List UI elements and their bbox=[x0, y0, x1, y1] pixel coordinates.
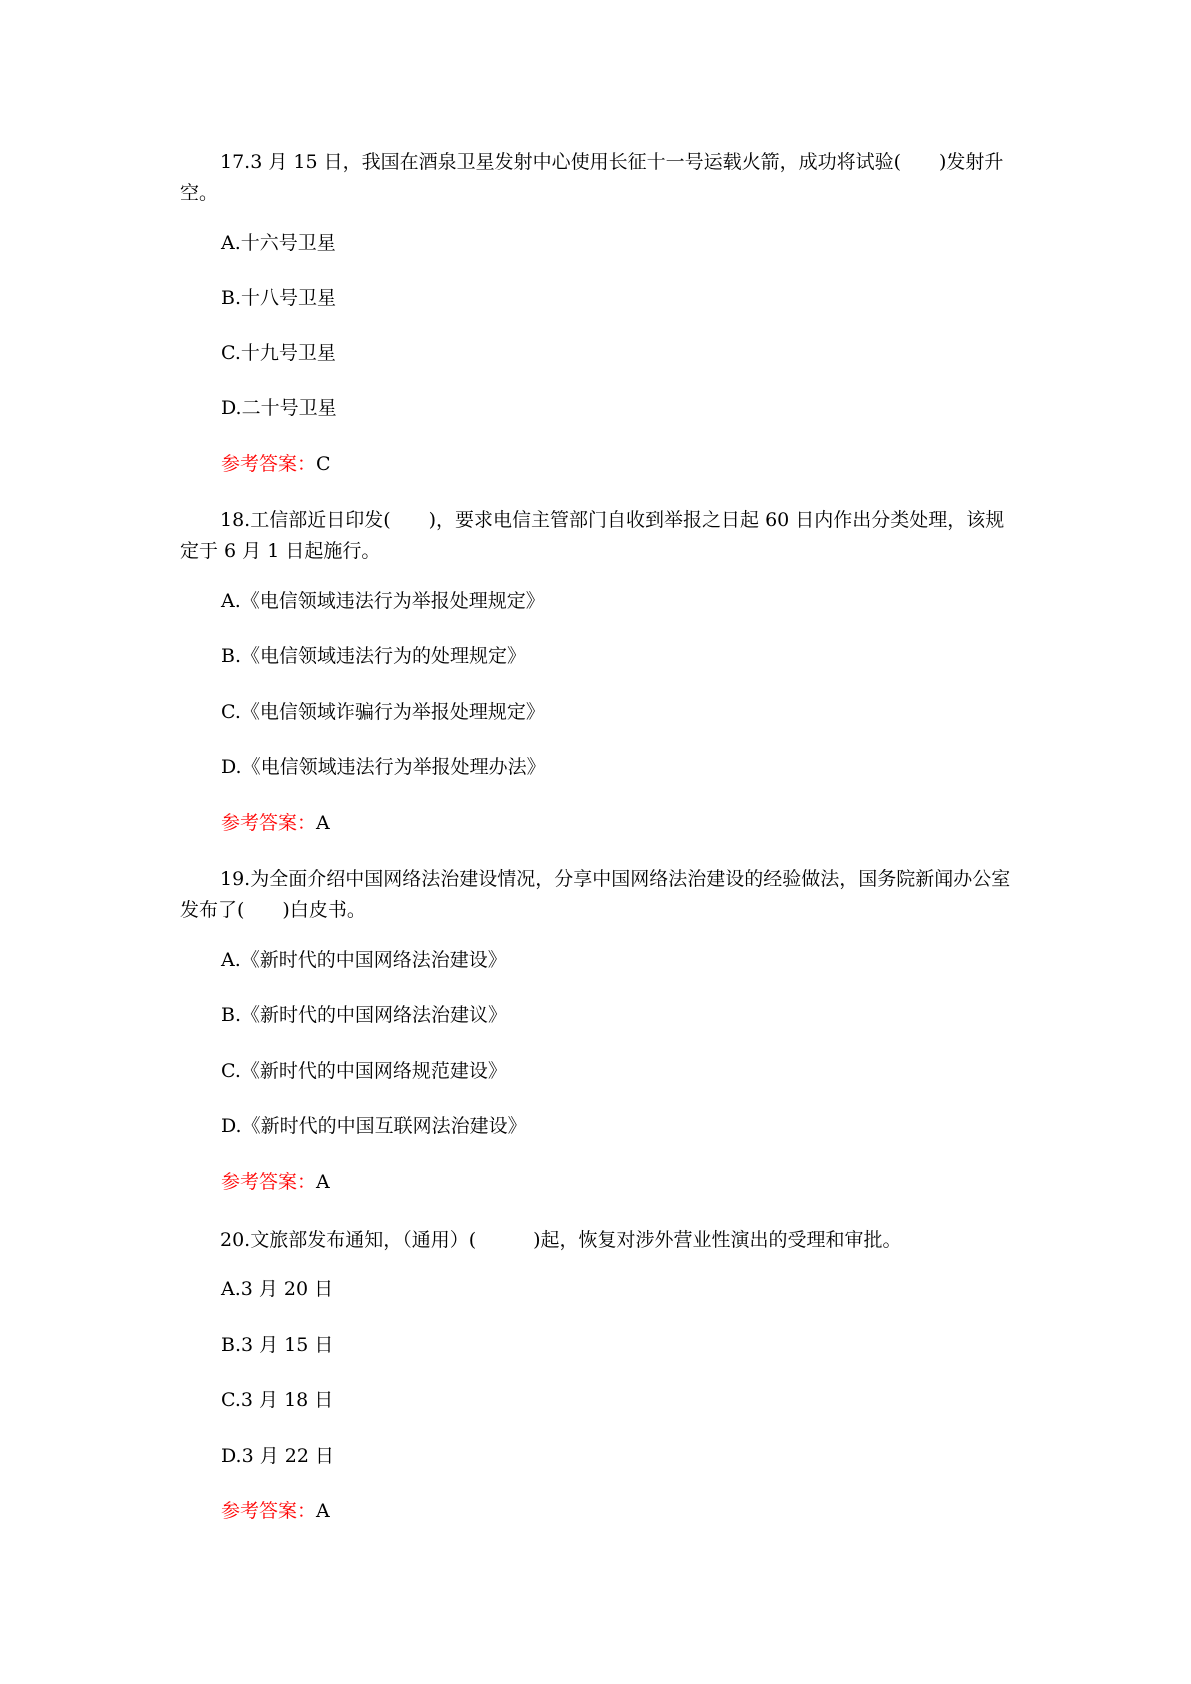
answer-value: A bbox=[316, 812, 330, 834]
question-18-option-d: D.《电信领域违法行为举报处理办法》 bbox=[221, 756, 546, 778]
question-19-option-d: D.《新时代的中国互联网法治建设》 bbox=[221, 1115, 527, 1137]
question-17-answer bbox=[221, 452, 331, 476]
question-20-option-b: B.3 月 15 日 bbox=[221, 1334, 334, 1356]
question-17-stem: 17.3 月 15 日，我国在酒泉卫星发射中心使用长征十一号运载火箭，成功将试验( )发射升空。 bbox=[180, 151, 1004, 204]
question-20-stem: 20.文旅部发布通知，（通用）( )起，恢复对涉外营业性演出的受理和审批。 bbox=[220, 1229, 902, 1251]
question-17-option-b: B.十八号卫星 bbox=[221, 287, 337, 309]
question-19-option-c: C.《新时代的中国网络规范建设》 bbox=[221, 1060, 507, 1082]
question-17-option-d: D.二十号卫星 bbox=[221, 397, 337, 419]
answer-value: C bbox=[316, 453, 331, 475]
question-17-option-a: A.十六号卫星 bbox=[221, 232, 336, 254]
answer-label: 参考答案： bbox=[221, 453, 317, 475]
question-20-answer bbox=[221, 1499, 330, 1523]
answer-label: 参考答案： bbox=[221, 1500, 317, 1522]
question-20-option-c: C.3 月 18 日 bbox=[221, 1389, 334, 1411]
question-19-stem: 19.为全面介绍中国网络法治建设情况，分享中国网络法治建设的经验做法，国务院新闻办公室发布了( )白皮书。 bbox=[180, 868, 1011, 921]
question-20-option-d: D.3 月 22 日 bbox=[221, 1445, 334, 1467]
question-18-option-c: C.《电信领域诈骗行为举报处理规定》 bbox=[221, 701, 545, 723]
answer-label: 参考答案： bbox=[221, 1171, 317, 1193]
answer-label: 参考答案： bbox=[221, 812, 317, 834]
question-19-option-b: B.《新时代的中国网络法治建议》 bbox=[221, 1004, 508, 1026]
question-18-option-b: B.《电信领域违法行为的处理规定》 bbox=[221, 645, 527, 667]
question-20-option-a: A.3 月 20 日 bbox=[221, 1278, 334, 1300]
question-19-answer bbox=[221, 1170, 330, 1194]
answer-value: A bbox=[316, 1171, 330, 1193]
question-18-stem: 18.工信部近日印发( )，要求电信主管部门自收到举报之日起 60 日内作出分类处理，该规定于 6 月 1 日起施行。 bbox=[180, 509, 1005, 562]
question-18-answer bbox=[221, 811, 330, 835]
question-18-option-a: A.《电信领域违法行为举报处理规定》 bbox=[221, 590, 545, 612]
question-19-option-a: A.《新时代的中国网络法治建设》 bbox=[221, 949, 507, 971]
question-17-option-c: C.十九号卫星 bbox=[221, 342, 336, 364]
answer-value: A bbox=[316, 1500, 330, 1522]
